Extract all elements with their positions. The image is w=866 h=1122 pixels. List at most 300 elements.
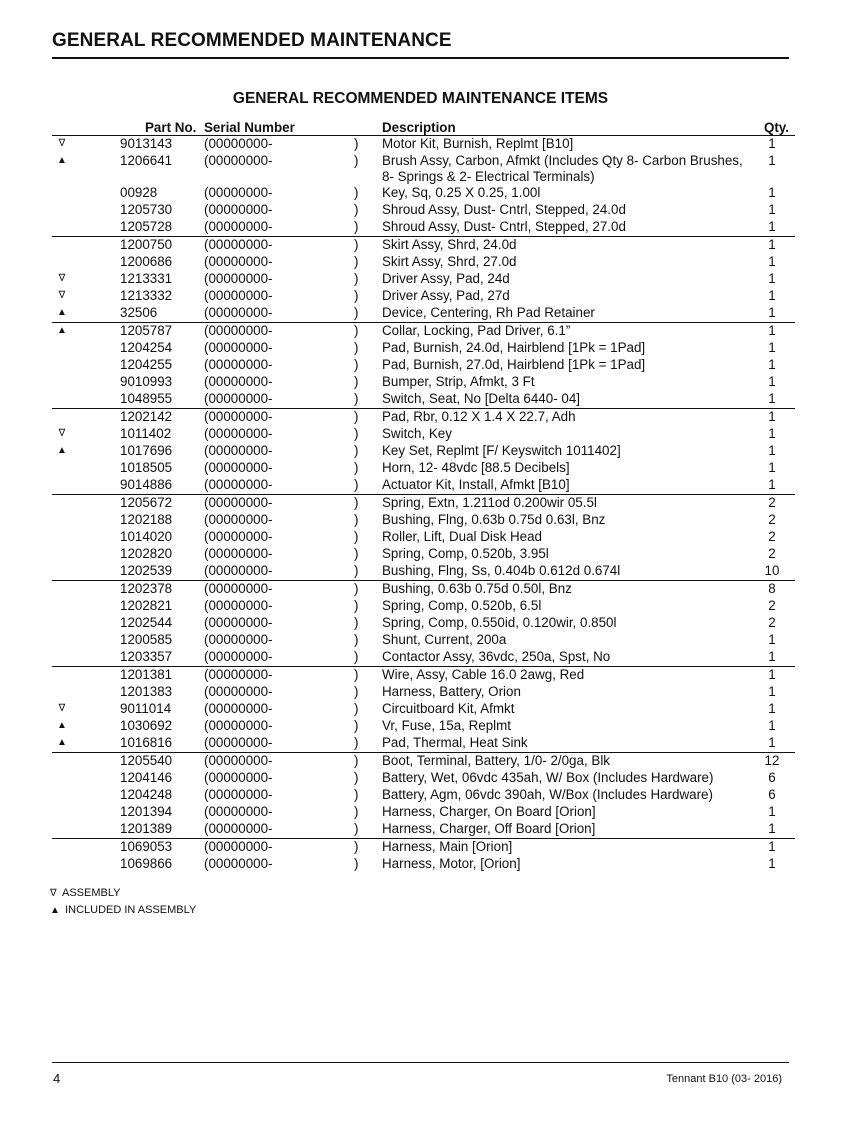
table-row xyxy=(52,288,795,305)
serial-close-paren: ) xyxy=(354,615,359,630)
serial-close-paren: ) xyxy=(354,495,359,510)
table-row xyxy=(52,202,795,219)
part-number: 1202142 xyxy=(120,409,173,424)
row-marker-icon xyxy=(52,856,72,873)
quantity: 6 xyxy=(768,787,776,802)
quantity: 1 xyxy=(768,340,776,355)
table-row xyxy=(52,649,795,667)
part-number: 1201383 xyxy=(120,684,173,699)
table-row xyxy=(52,856,795,873)
row-marker-icon xyxy=(52,529,72,546)
table-row xyxy=(52,839,795,857)
serial-close-paren: ) xyxy=(354,718,359,733)
serial-close-paren: ) xyxy=(354,305,382,323)
row-marker-icon xyxy=(52,667,72,685)
part-description: Key, Sq, 0.25 X 0.25, 1.00l xyxy=(382,185,541,200)
serial-number: (00000000- xyxy=(204,615,273,630)
row-marker-icon xyxy=(52,512,72,529)
row-marker-icon: ▲ xyxy=(57,325,67,336)
part-description: Key Set, Replmt [F/ Keyswitch 1011402] xyxy=(382,443,621,458)
part-description: Bushing, Flng, 0.63b 0.75d 0.63l, Bnz xyxy=(382,512,606,527)
part-number: 1016816 xyxy=(72,735,204,753)
table-row xyxy=(52,615,795,632)
quantity: 2 xyxy=(768,512,776,527)
quantity: 1 xyxy=(749,735,795,753)
quantity: 12 xyxy=(764,753,780,768)
included-symbol-icon: ▲ xyxy=(50,905,60,916)
serial-number: (00000000- xyxy=(204,804,273,819)
table-row xyxy=(52,787,795,804)
quantity: 1 xyxy=(768,271,776,286)
serial-close-paren: ) xyxy=(354,357,359,372)
part-number: 1205672 xyxy=(120,495,173,510)
table-row xyxy=(52,136,795,154)
serial-close-paren: ) xyxy=(354,563,382,581)
table-row xyxy=(52,271,795,288)
column-header-serial-number: Serial Number xyxy=(204,118,354,136)
part-description: Bushing, Flng, Ss, 0.404b 0.612d 0.674l xyxy=(382,563,749,581)
quantity: 1 xyxy=(768,374,776,389)
parts-table-body xyxy=(52,136,795,874)
page-header-title: GENERAL RECOMMENDED MAINTENANCE xyxy=(52,30,789,59)
quantity: 1 xyxy=(768,237,776,252)
serial-close-paren: ) xyxy=(354,512,359,527)
table-row xyxy=(52,426,795,443)
part-description: Actuator Kit, Install, Afmkt [B10] xyxy=(382,477,749,495)
serial-close-paren: ) xyxy=(354,185,359,200)
part-number: 32506 xyxy=(72,305,204,323)
row-marker-icon: ▲ xyxy=(57,155,67,166)
column-header-qty: Qty. xyxy=(749,118,795,136)
table-row xyxy=(52,153,795,185)
serial-number: (00000000- xyxy=(204,684,273,699)
part-description: Boot, Terminal, Battery, 1/0- 2/0ga, Blk xyxy=(382,753,610,768)
part-number: 1048955 xyxy=(72,391,204,409)
part-number: 1201394 xyxy=(120,804,173,819)
table-row xyxy=(52,443,795,460)
serial-number: (00000000- xyxy=(204,632,273,647)
part-number: 1202539 xyxy=(72,563,204,581)
table-row xyxy=(52,409,795,427)
part-description: Spring, Extn, 1.211od 0.200wir 05.5l xyxy=(382,495,597,510)
table-row xyxy=(52,821,795,839)
part-description: Pad, Thermal, Heat Sink xyxy=(382,735,749,753)
serial-number: (00000000- xyxy=(204,735,354,753)
quantity: 1 xyxy=(768,357,776,372)
quantity: 1 xyxy=(768,856,776,871)
serial-number: (00000000- xyxy=(204,787,273,802)
serial-number: (00000000- xyxy=(204,409,273,424)
part-number: 9013143 xyxy=(120,136,173,151)
serial-number: (00000000- xyxy=(204,649,354,667)
row-marker-icon xyxy=(52,219,72,237)
serial-number: (00000000- xyxy=(204,701,273,716)
table-row xyxy=(52,735,795,753)
part-description: Circuitboard Kit, Afmkt xyxy=(382,701,515,716)
quantity: 1 xyxy=(768,684,776,699)
part-number: 1202188 xyxy=(120,512,173,527)
serial-close-paren: ) xyxy=(354,136,359,151)
part-description: Shunt, Current, 200a xyxy=(382,632,507,647)
assembly-symbol-icon: ∇ xyxy=(50,888,57,899)
table-row xyxy=(52,529,795,546)
part-description: Switch, Key xyxy=(382,426,452,441)
part-number: 1200585 xyxy=(120,632,173,647)
row-marker-icon: ▲ xyxy=(57,445,67,456)
part-number: 1205728 xyxy=(72,219,204,237)
column-header-part-no: Part No. xyxy=(72,118,204,136)
part-number: 9010993 xyxy=(120,374,173,389)
serial-close-paren: ) xyxy=(354,323,359,338)
quantity: 2 xyxy=(768,546,776,561)
serial-number: (00000000- xyxy=(204,340,273,355)
serial-close-paren: ) xyxy=(354,391,382,409)
quantity: 1 xyxy=(749,391,795,409)
part-description: Bushing, 0.63b 0.75d 0.50l, Bnz xyxy=(382,581,572,596)
row-marker-icon: ∇ xyxy=(58,273,66,284)
row-marker-icon xyxy=(52,787,72,804)
serial-close-paren: ) xyxy=(354,581,359,596)
part-description: Switch, Seat, No [Delta 6440- 04] xyxy=(382,391,749,409)
serial-number: (00000000- xyxy=(204,305,354,323)
table-row xyxy=(52,254,795,271)
quantity: 1 xyxy=(768,323,776,338)
legend-included-label: INCLUDED IN ASSEMBLY xyxy=(65,904,197,916)
serial-number: (00000000- xyxy=(204,718,273,733)
serial-close-paren: ) xyxy=(354,821,382,839)
part-number: 1069053 xyxy=(120,839,173,854)
table-row xyxy=(52,477,795,495)
quantity: 1 xyxy=(749,477,795,495)
quantity: 1 xyxy=(768,718,776,733)
part-number: 1205787 xyxy=(120,323,173,338)
quantity: 1 xyxy=(749,649,795,667)
serial-close-paren: ) xyxy=(354,219,382,237)
row-marker-icon xyxy=(52,237,72,255)
part-description: Pad, Rbr, 0.12 X 1.4 X 22.7, Adh xyxy=(382,409,576,424)
serial-close-paren: ) xyxy=(354,409,359,424)
row-marker-icon xyxy=(52,391,72,409)
table-row xyxy=(52,684,795,701)
serial-number: (00000000- xyxy=(204,374,273,389)
row-marker-icon xyxy=(52,770,72,787)
quantity: 1 xyxy=(768,288,776,303)
document-identifier: Tennant B10 (03- 2016) xyxy=(666,1073,782,1085)
table-row xyxy=(52,185,795,202)
serial-close-paren: ) xyxy=(354,787,359,802)
quantity: 2 xyxy=(768,615,776,630)
serial-number: (00000000- xyxy=(204,839,273,854)
row-marker-icon xyxy=(52,460,72,477)
serial-number: (00000000- xyxy=(204,288,273,303)
row-marker-icon xyxy=(52,254,72,271)
parts-table xyxy=(52,118,795,873)
quantity: 1 xyxy=(768,254,776,269)
row-marker-icon: ∇ xyxy=(58,703,66,714)
serial-number: (00000000- xyxy=(204,856,273,871)
quantity: 8 xyxy=(768,581,776,596)
legend-assembly xyxy=(50,885,196,902)
part-description: Roller, Lift, Dual Disk Head xyxy=(382,529,543,544)
serial-number: (00000000- xyxy=(204,426,273,441)
part-description: Bumper, Strip, Afmkt, 3 Ft xyxy=(382,374,535,389)
serial-close-paren: ) xyxy=(354,477,382,495)
serial-number: (00000000- xyxy=(204,271,273,286)
quantity: 2 xyxy=(768,598,776,613)
row-marker-icon xyxy=(52,563,72,581)
serial-number: (00000000- xyxy=(204,254,273,269)
serial-close-paren: ) xyxy=(354,598,359,613)
row-marker-icon xyxy=(52,357,72,374)
part-description: Harness, Battery, Orion xyxy=(382,684,521,699)
table-row xyxy=(52,460,795,477)
part-description: Harness, Main [Orion] xyxy=(382,839,513,854)
table-row xyxy=(52,237,795,255)
serial-number: (00000000- xyxy=(204,136,273,151)
serial-number: (00000000- xyxy=(204,477,354,495)
part-description: Horn, 12- 48vdc [88.5 Decibels] xyxy=(382,460,570,475)
row-marker-icon xyxy=(52,340,72,357)
serial-number: (00000000- xyxy=(204,770,273,785)
serial-number: (00000000- xyxy=(204,495,273,510)
part-number: 1200750 xyxy=(120,237,173,252)
table-row xyxy=(52,770,795,787)
row-marker-icon xyxy=(52,753,72,771)
row-marker-icon xyxy=(52,632,72,649)
quantity: 1 xyxy=(768,409,776,424)
table-row xyxy=(52,495,795,513)
serial-close-paren: ) xyxy=(354,701,359,716)
row-marker-icon xyxy=(52,374,72,391)
part-number: 1204255 xyxy=(120,357,173,372)
page-number: 4 xyxy=(53,1071,61,1086)
part-description: Vr, Fuse, 15a, Replmt xyxy=(382,718,512,733)
part-number: 1202820 xyxy=(120,546,173,561)
serial-number: (00000000- xyxy=(204,753,273,768)
serial-close-paren: ) xyxy=(354,271,359,286)
serial-number: (00000000- xyxy=(204,598,273,613)
serial-number: (00000000- xyxy=(204,219,354,237)
quantity: 1 xyxy=(768,460,776,475)
table-row xyxy=(52,701,795,718)
part-description: Wire, Assy, Cable 16.0 2awg, Red xyxy=(382,667,585,682)
part-description: Spring, Comp, 0.550id, 0.120wir, 0.850l xyxy=(382,615,617,630)
serial-close-paren: ) xyxy=(354,649,382,667)
quantity: 1 xyxy=(768,632,776,647)
serial-close-paren: ) xyxy=(354,735,382,753)
quantity: 1 xyxy=(749,219,795,237)
column-header-description: Description xyxy=(382,118,749,136)
part-description: Spring, Comp, 0.520b, 3.95l xyxy=(382,546,549,561)
serial-number: (00000000- xyxy=(204,546,273,561)
parts-table-header xyxy=(52,118,795,136)
row-marker-icon xyxy=(52,477,72,495)
quantity: 1 xyxy=(768,443,776,458)
part-description: Device, Centering, Rh Pad Retainer xyxy=(382,305,749,323)
row-marker-icon xyxy=(52,684,72,701)
serial-number: (00000000- xyxy=(204,391,354,409)
part-description: Battery, Wet, 06vdc 435ah, W/ Box (Includes Hardware) xyxy=(382,770,714,785)
serial-close-paren: ) xyxy=(354,153,359,168)
table-row xyxy=(52,632,795,649)
row-marker-icon: ∇ xyxy=(58,138,66,149)
quantity: 2 xyxy=(768,529,776,544)
part-description: Skirt Assy, Shrd, 24.0d xyxy=(382,237,517,252)
table-row xyxy=(52,581,795,599)
table-row xyxy=(52,598,795,615)
quantity: 1 xyxy=(768,839,776,854)
row-marker-icon xyxy=(52,495,72,513)
part-number: 1202544 xyxy=(120,615,173,630)
part-description: Shroud Assy, Dust- Cntrl, Stepped, 27.0d xyxy=(382,219,749,237)
row-marker-icon xyxy=(52,185,72,202)
part-description: Collar, Locking, Pad Driver, 6.1” xyxy=(382,323,571,338)
serial-number: (00000000- xyxy=(204,529,273,544)
serial-number: (00000000- xyxy=(204,460,273,475)
quantity: 1 xyxy=(768,202,776,217)
quantity: 1 xyxy=(768,136,776,151)
serial-close-paren: ) xyxy=(354,202,359,217)
row-marker-icon xyxy=(52,804,72,821)
serial-number: (00000000- xyxy=(204,581,273,596)
quantity: 1 xyxy=(768,426,776,441)
part-description: Contactor Assy, 36vdc, 250a, Spst, No xyxy=(382,649,749,667)
table-row xyxy=(52,305,795,323)
row-marker-icon xyxy=(52,598,72,615)
quantity: 1 xyxy=(768,701,776,716)
part-number: 1204254 xyxy=(120,340,173,355)
serial-close-paren: ) xyxy=(354,288,359,303)
part-description: Driver Assy, Pad, 27d xyxy=(382,288,510,303)
serial-close-paren: ) xyxy=(354,237,359,252)
row-marker-icon xyxy=(52,581,72,599)
table-row xyxy=(52,512,795,529)
part-description: Driver Assy, Pad, 24d xyxy=(382,271,510,286)
quantity: 1 xyxy=(768,185,776,200)
part-description: Harness, Charger, On Board [Orion] xyxy=(382,804,596,819)
quantity: 1 xyxy=(768,153,776,168)
part-number: 9011014 xyxy=(120,701,172,716)
serial-number: (00000000- xyxy=(204,443,273,458)
serial-close-paren: ) xyxy=(354,443,359,458)
serial-number: (00000000- xyxy=(204,563,354,581)
part-description: Battery, Agm, 06vdc 390ah, W/Box (Includes Hardware) xyxy=(382,787,713,802)
row-marker-icon: ▲ xyxy=(52,305,72,323)
part-number: 1200686 xyxy=(120,254,173,269)
row-marker-icon xyxy=(52,649,72,667)
part-description: Brush Assy, Carbon, Afmkt (Includes Qty 8- Carbon Brushes, 8- Springs & 2- Electrical Terminals) xyxy=(382,153,743,184)
serial-close-paren: ) xyxy=(354,632,359,647)
table-row xyxy=(52,219,795,237)
serial-close-paren: ) xyxy=(354,426,359,441)
row-marker-icon xyxy=(52,202,72,219)
row-marker-icon: ∇ xyxy=(58,428,66,439)
quantity: 1 xyxy=(749,821,795,839)
part-number: 1205540 xyxy=(120,753,173,768)
row-marker-icon xyxy=(52,821,72,839)
part-number: 1018505 xyxy=(120,460,173,475)
part-number: 1206641 xyxy=(120,153,173,168)
quantity: 1 xyxy=(768,804,776,819)
column-header-spacer xyxy=(354,118,382,136)
serial-number: (00000000- xyxy=(204,357,273,372)
column-header-marker xyxy=(52,118,72,136)
table-row xyxy=(52,667,795,685)
serial-close-paren: ) xyxy=(354,340,359,355)
part-number: 1030692 xyxy=(120,718,173,733)
part-description: Skirt Assy, Shrd, 27.0d xyxy=(382,254,517,269)
part-number: 1213332 xyxy=(120,288,173,303)
footer-divider xyxy=(52,1062,789,1063)
section-title: GENERAL RECOMMENDED MAINTENANCE ITEMS xyxy=(232,90,609,107)
table-row xyxy=(52,340,795,357)
part-description: Pad, Burnish, 24.0d, Hairblend [1Pk = 1Pad] xyxy=(382,340,646,355)
part-number: 1204248 xyxy=(120,787,173,802)
quantity: 2 xyxy=(768,495,776,510)
legend xyxy=(50,885,196,919)
quantity: 10 xyxy=(749,563,795,581)
part-number: 1202378 xyxy=(120,581,173,596)
part-description: Shroud Assy, Dust- Cntrl, Stepped, 24.0d xyxy=(382,202,626,217)
part-number: 1213331 xyxy=(120,271,173,286)
part-description: Harness, Motor, [Orion] xyxy=(382,856,521,871)
serial-number: (00000000- xyxy=(204,821,354,839)
serial-close-paren: ) xyxy=(354,460,359,475)
serial-close-paren: ) xyxy=(354,753,359,768)
row-marker-icon xyxy=(52,615,72,632)
part-number: 1202821 xyxy=(120,598,173,613)
serial-number: (00000000- xyxy=(204,153,273,168)
serial-close-paren: ) xyxy=(354,254,359,269)
table-row xyxy=(52,753,795,771)
row-marker-icon xyxy=(52,839,72,857)
serial-close-paren: ) xyxy=(354,839,359,854)
serial-number: (00000000- xyxy=(204,667,273,682)
serial-close-paren: ) xyxy=(354,856,359,871)
part-number: 1014020 xyxy=(120,529,173,544)
row-marker-icon: ▲ xyxy=(57,720,67,731)
part-number: 1205730 xyxy=(120,202,173,217)
part-number: 9014886 xyxy=(72,477,204,495)
serial-number: (00000000- xyxy=(204,202,273,217)
serial-close-paren: ) xyxy=(354,804,359,819)
table-row xyxy=(52,546,795,563)
legend-assembly-label: ASSEMBLY xyxy=(62,887,121,899)
serial-close-paren: ) xyxy=(354,374,359,389)
table-row xyxy=(52,357,795,374)
part-description: Harness, Charger, Off Board [Orion] xyxy=(382,821,749,839)
quantity: 6 xyxy=(768,770,776,785)
row-marker-icon: ∇ xyxy=(58,290,66,301)
row-marker-icon: ▲ xyxy=(52,735,72,753)
quantity: 1 xyxy=(768,667,776,682)
part-description: Spring, Comp, 0.520b, 6.5l xyxy=(382,598,542,613)
serial-number: (00000000- xyxy=(204,512,273,527)
table-row xyxy=(52,718,795,735)
serial-close-paren: ) xyxy=(354,667,359,682)
serial-close-paren: ) xyxy=(354,770,359,785)
header-row xyxy=(52,118,795,136)
legend-included xyxy=(50,902,196,919)
serial-number: (00000000- xyxy=(204,185,273,200)
part-number: 1069866 xyxy=(120,856,173,871)
serial-close-paren: ) xyxy=(354,546,359,561)
part-number: 1204146 xyxy=(120,770,173,785)
serial-close-paren: ) xyxy=(354,684,359,699)
part-number: 1017696 xyxy=(120,443,173,458)
quantity: 1 xyxy=(749,305,795,323)
table-row xyxy=(52,804,795,821)
